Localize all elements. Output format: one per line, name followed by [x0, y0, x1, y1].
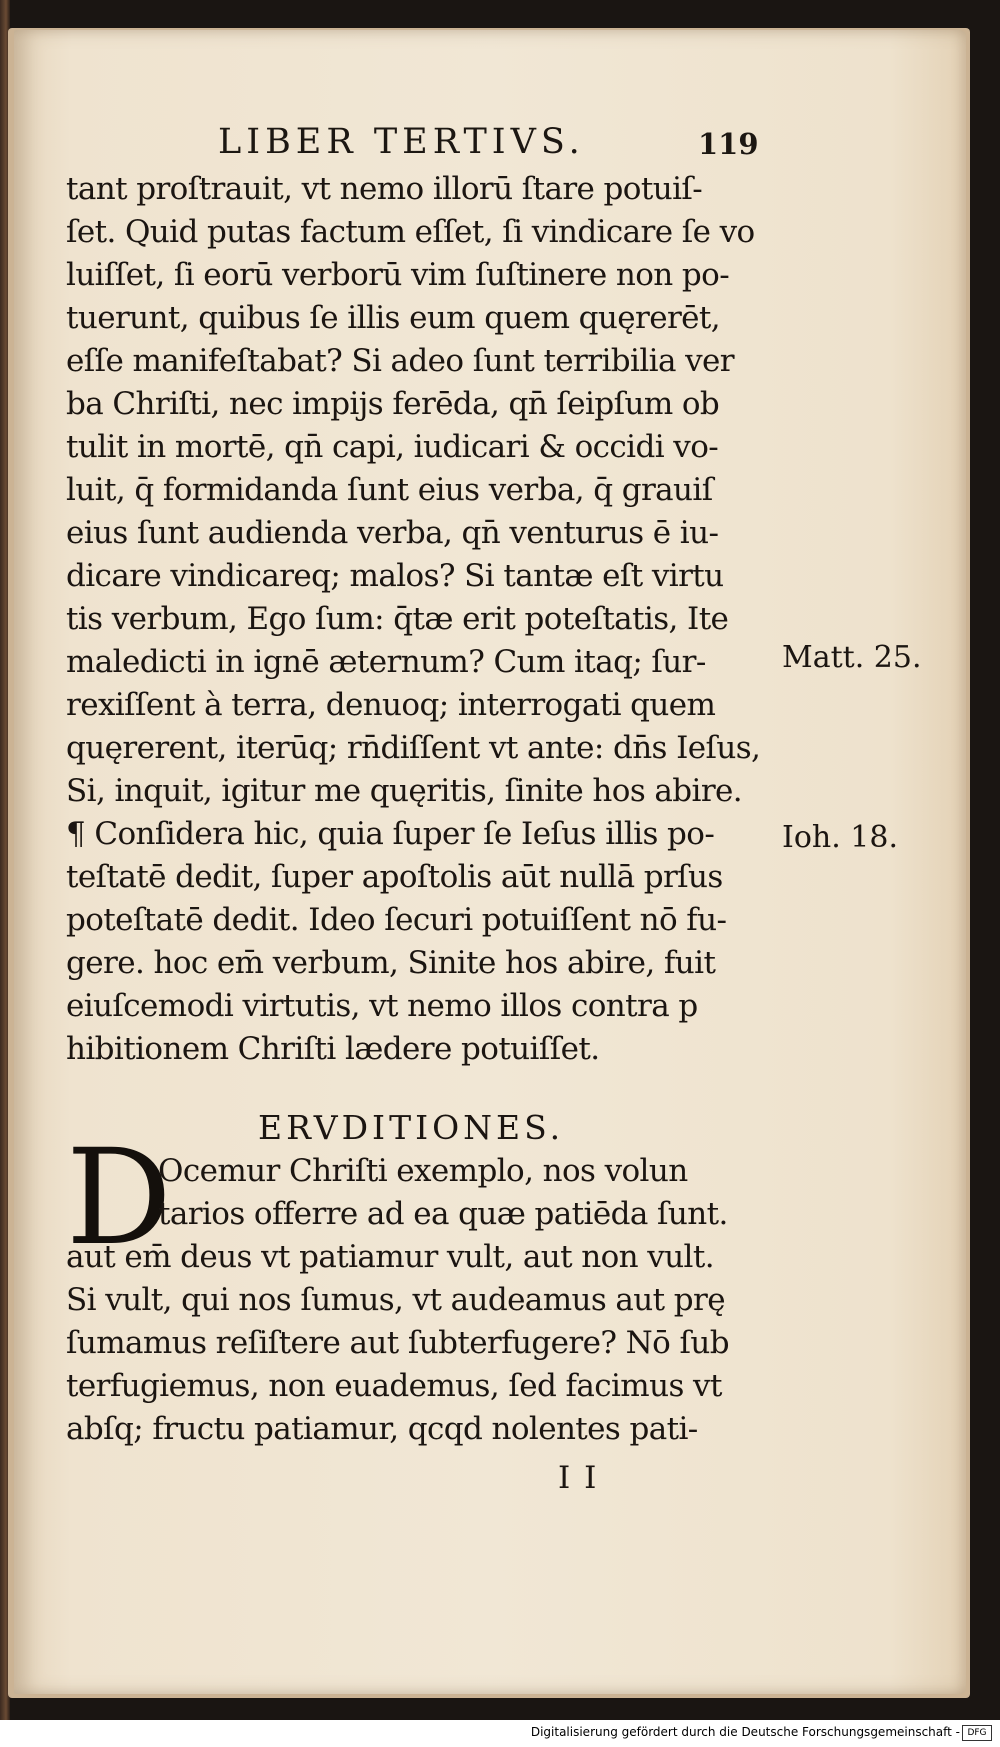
text-line: tuerunt, quibus ſe illis eum quem quęrerēt,	[66, 300, 721, 336]
folio-number: 119	[698, 127, 759, 161]
text-line: ba Chriſti, nec impijs ferēda, qn̄ ſeipſum ob	[66, 386, 720, 422]
text-line: Si, inquit, igitur me quęritis, ſinite hos abire.	[66, 773, 743, 809]
text-line: eſſe manifeſtabat? Si adeo ſunt terribilia ver	[66, 343, 735, 379]
text-line: rexiſſent à terra, denuoq; interrogati quem	[66, 687, 716, 723]
text-line: abſq; fructu patiamur, qcqd nolentes pati-	[66, 1411, 698, 1447]
text-line: eius ſunt audienda verba, qn̄ venturus ē iu-	[66, 515, 719, 551]
signature-mark: I I	[558, 1460, 599, 1496]
text-line: terfugiemus, non euademus, ſed facimus vt	[66, 1368, 722, 1404]
text-line: dicare vindicareq; malos? Si tantæ eſt virtu	[66, 558, 724, 594]
text-line: tis verbum, Ego ſum: q̄tæ erit poteſtatis, Ite	[66, 601, 729, 637]
text-line: ¶ Conſidera hic, quia ſuper ſe Ieſus illis po-	[66, 816, 715, 852]
text-line: teſtatē dedit, ſuper apoſtolis aūt nullā prſus	[66, 859, 723, 895]
footer-credit: Digitalisierung gefördert durch die Deutsche Forschungsgemeinschaft -	[530, 1725, 960, 1739]
text-line: tulit in mortē, qn̄ capi, iudicari & occidi vo-	[66, 429, 719, 465]
margin-note: Ioh. 18.	[782, 820, 899, 855]
text-line: hibitionem Chriſti lædere potuiſſet.	[66, 1031, 600, 1067]
text-line: luiſſet, ſi eorū verborū vim ſuſtinere non po-	[66, 257, 730, 293]
text-line: gere. hoc em̄ verbum, Sinite hos abire, fuit	[66, 945, 716, 981]
main-text-block	[66, 168, 786, 1071]
text-line: ſumamus reſiſtere aut ſubterfugere? Nō ſub	[66, 1325, 729, 1361]
text-line: Ocemur Chriſti exemplo, nos volun	[158, 1153, 688, 1189]
erudition-text-block	[66, 1150, 786, 1451]
text-line: tarios offerre ad ea quæ patiēda ſunt.	[158, 1196, 728, 1232]
dfg-logo: DFG	[962, 1725, 992, 1741]
text-line: ſet. Quid putas factum eſſet, ſi vindicare ſe vo	[66, 214, 755, 250]
text-line: aut em̄ deus vt patiamur vult, aut non vult.	[66, 1239, 714, 1275]
text-line: poteſtatē dedit. Ideo ſecuri potuiſſent nō fu-	[66, 902, 727, 938]
running-head: LIBER TERTIVS.	[218, 122, 585, 162]
section-title: ERVDITIONES.	[258, 1108, 565, 1147]
margin-note: Matt. 25.	[782, 640, 922, 675]
text-line: maledicti in ignē æternum? Cum itaq; ſur-	[66, 644, 706, 680]
drop-cap: D	[66, 1121, 172, 1275]
text-line: eiuſcemodi virtutis, vt nemo illos contra p	[66, 988, 698, 1024]
text-line: luit, q̄ formidanda ſunt eius verba, q̄ grauiſ	[66, 472, 713, 508]
text-line: tant proſtrauit, vt nemo illorū ſtare potuiſ-	[66, 171, 703, 207]
text-line: quęrerent, iterūq; rn̄diſſent vt ante: dn̄s Ieſus,	[66, 730, 761, 766]
text-line: Si vult, qui nos ſumus, vt audeamus aut prę	[66, 1282, 725, 1318]
